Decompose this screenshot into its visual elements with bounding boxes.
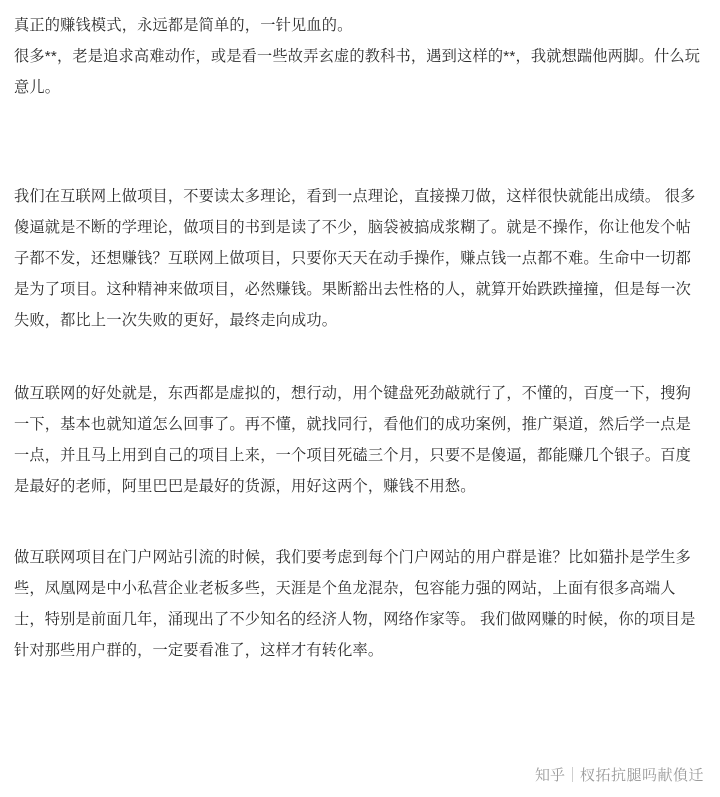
paragraph-spacer-1 (14, 103, 706, 181)
paragraph-1: 真正的赚钱模式，永远都是简单的，一针见血的。 (14, 17, 353, 34)
watermark (535, 764, 704, 785)
paragraph-5: 做互联网项目在门户网站引流的时候，我们要考虑到每个门户网站的用户群是谁？比如猫扑是学生多些，凤凰网是中小私营企业老板多些，天涯是个鱼龙混杂，包容能力强的网站，上面有很多高端人士，特别是前面几年，涌现出了不少知名的经济人物，网络作家等。 我们做网赚的时候，你的项目是针对那些用户群的，一定要看准了，这样才有转化率。 (14, 549, 696, 659)
paragraph-spacer-3 (14, 502, 706, 542)
paragraph-3: 我们在互联网上做项目，不要读太多理论，看到一点理论，直接操刀做，这样很快就能出成绩。 很多傻逼就是不断的学理论，做项目的书到是读了不少，脑袋被搞成浆糊了。就是不操作，你让他发个帖子都不发，还想赚钱？互联网上做项目，只要你天天在动手操作，赚点钱一点都不难。生命中一切都是为了项目。这种精神来做项目，必然赚钱。果断豁出去性格的人，就算开始跌跌撞撞，但是每一次失败，都比上一次失败的更好，最终走向成功。 (14, 188, 696, 329)
paragraph-4: 做互联网的好处就是，东西都是虚拟的，想行动，用个键盘死劲敲就行了，不懂的，百度一下，搜狗一下，基本也就知道怎么回事了。再不懂，就找同行，看他们的成功案例，推广渠道，然后学一点是一点，并且马上用到自己的项目上来，一个项目死磕三个月，只要不是傻逼，都能赚几个银子。百度是最好的老师，阿里巴巴是最好的货源，用好这两个，赚钱不用愁。 (14, 385, 692, 495)
watermark-divider (572, 767, 573, 782)
paragraph-2: 很多**，老是追求高难动作，或是看一些故弄玄虚的教科书，遇到这样的**，我就想踹他两脚。什么玩意儿。 (14, 48, 701, 96)
watermark-username: 杈拓抗腿吗献偩迁 (579, 767, 704, 784)
paragraph-spacer-2 (14, 336, 706, 378)
zhihu-logo: 知乎 (534, 767, 565, 784)
